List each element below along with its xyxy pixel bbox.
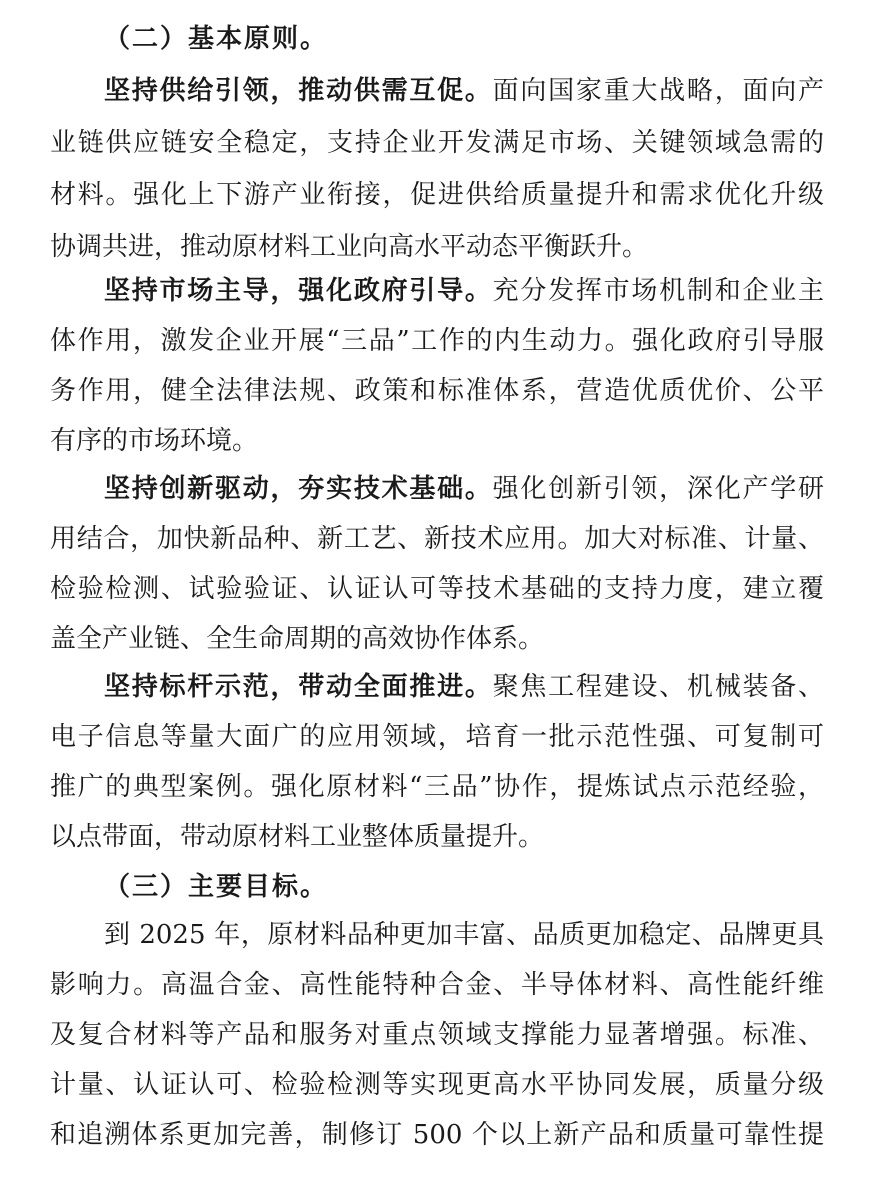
paragraph-2-line-1 — [104, 274, 824, 308]
goals-line-5: 和追溯体系更加完善，制修订 500 个以上新产品和质量可靠性提 — [50, 1120, 824, 1150]
goals-line-4: 计量、认证认可、检验检测等实现更高水平协同发展，质量分级 — [50, 1070, 824, 1100]
paragraph-2-line-3: 务作用，健全法律法规、政策和标准体系，营造优质优价、公平 — [50, 376, 824, 406]
goals-line-1: 到 2025 年，原材料品种更加丰富、品质更加稳定、品牌更具 — [104, 920, 824, 950]
paragraph-4-line-3: 推广的典型案例。强化原材料“三品”协作，提炼试点示范经验， — [50, 772, 824, 802]
section-heading-goals: （三）主要目标。 — [104, 872, 329, 902]
paragraph-4-lead: 坚持标杆示范，带动全面推进。 — [104, 672, 493, 702]
paragraph-3-line-3: 检验检测、试验验证、认证认可等技术基础的支持力度，建立覆 — [50, 574, 824, 604]
paragraph-4-text: 聚焦工程建设、机械装备、 — [492, 672, 824, 702]
goals-line-2: 影响力。高温合金、高性能特种合金、半导体材料、高性能纤维 — [50, 970, 824, 1000]
paragraph-1-lead: 坚持供给引领，推动供需互促。 — [104, 76, 493, 106]
paragraph-4-line-1 — [104, 670, 824, 704]
paragraph-1-line-3: 材料。强化上下游产业衔接，促进供给质量提升和需求优化升级 — [50, 180, 824, 210]
paragraph-3-line-2: 用结合，加快新品种、新工艺、新技术应用。加大对标准、计量、 — [50, 524, 824, 554]
goals-line-3: 及复合材料等产品和服务对重点领域支撑能力显著增强。标准、 — [50, 1020, 824, 1050]
paragraph-4-line-2: 电子信息等量大面广的应用领域，培育一批示范性强、可复制可 — [50, 722, 824, 752]
paragraph-4-line-4: 以点带面，带动原材料工业整体质量提升。 — [50, 822, 545, 852]
paragraph-2-lead: 坚持市场主导，强化政府引导。 — [104, 276, 493, 306]
paragraph-2-text: 充分发挥市场机制和企业主 — [492, 276, 824, 306]
paragraph-1-text: 面向国家重大战略，面向产 — [492, 76, 824, 106]
paragraph-3-line-4: 盖全产业链、全生命周期的高效协作体系。 — [50, 624, 545, 654]
paragraph-3-line-1 — [104, 472, 824, 506]
paragraph-3-lead: 坚持创新驱动，夯实技术基础。 — [104, 474, 493, 504]
paragraph-2-line-4: 有序的市场环境。 — [50, 426, 259, 456]
paragraph-1-line-4: 协调共进，推动原材料工业向高水平动态平衡跃升。 — [50, 232, 649, 262]
paragraph-3-text: 强化创新引领，深化产学研 — [492, 474, 824, 504]
paragraph-1-line-2: 业链供应链安全稳定，支持企业开发满足市场、关键领域急需的 — [50, 128, 824, 158]
section-heading-principles: （二）基本原则。 — [104, 24, 329, 54]
paragraph-2-line-2: 体作用，激发企业开展“三品”工作的内生动力。强化政府引导服 — [50, 326, 824, 356]
paragraph-1-line-1 — [104, 74, 824, 108]
